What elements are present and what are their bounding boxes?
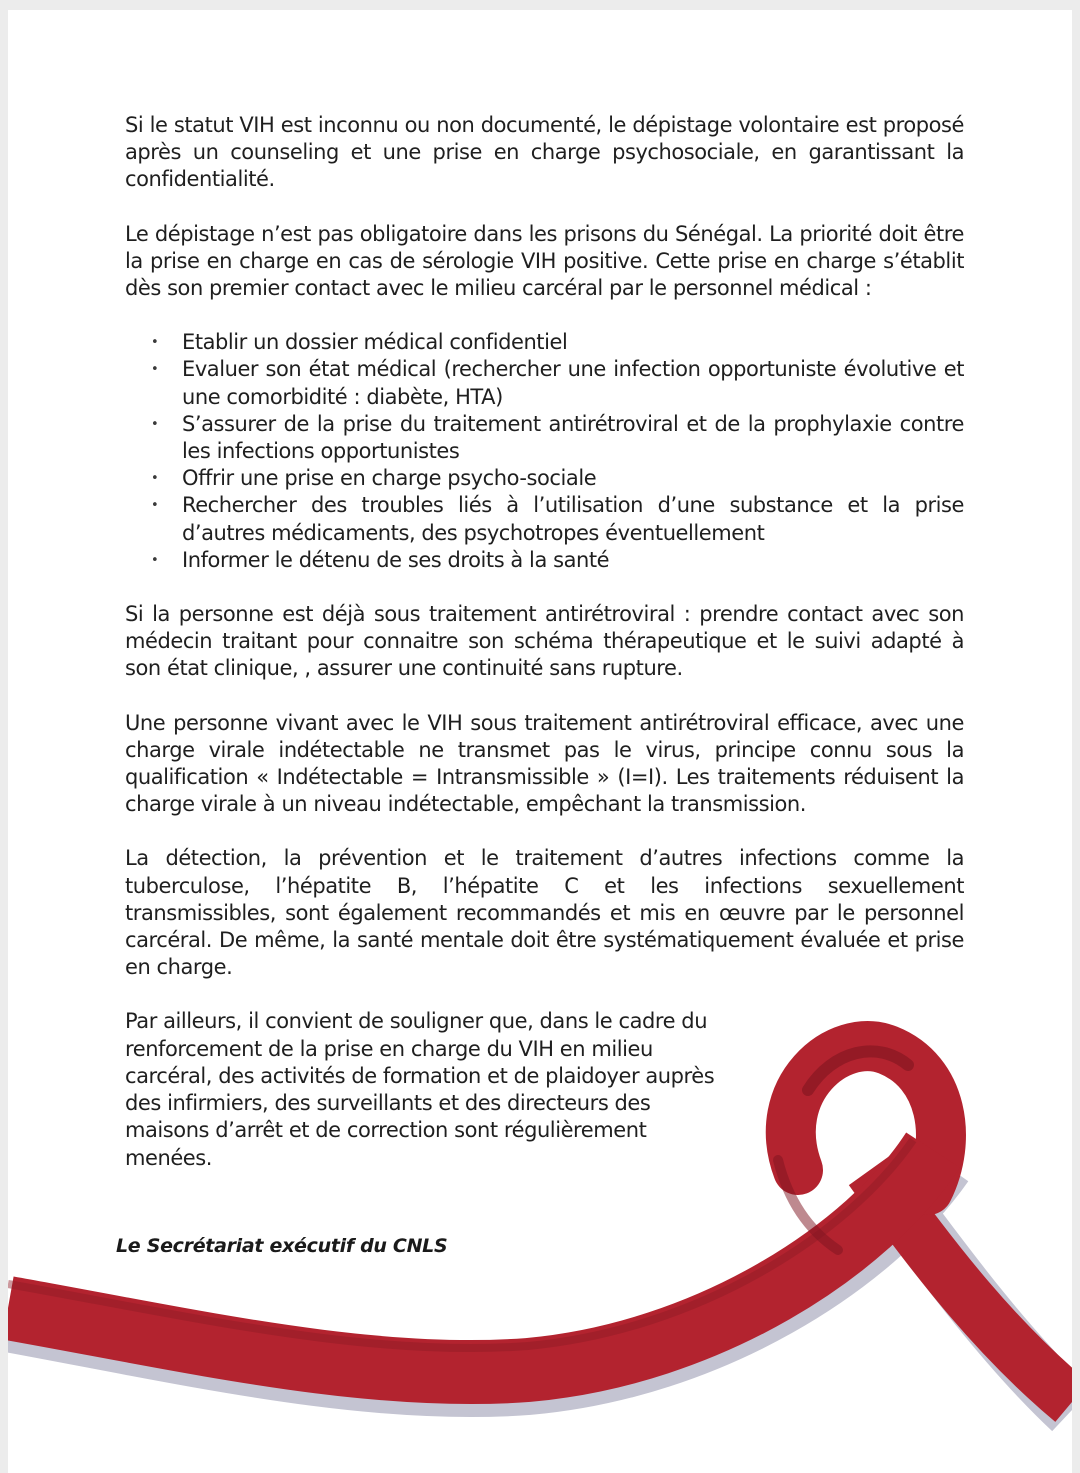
signature: Le Secrétariat exécutif du CNLS bbox=[116, 1235, 448, 1257]
list-item: • S’assurer de la prise du traitement antirétroviral et de la prophylaxie contre les infections opportunistes bbox=[125, 411, 964, 465]
paragraph-other-infections: La détection, la prévention et le traitement d’autres infections comme la tuberculose, l’hépatite B, l’hépatite C et les infections sexuellement transmissibles, sont également recommandés et mis en œuvre par le personnel carcéral. De même, la santé mentale doit être systématiquement évaluée et prise en charge. bbox=[125, 846, 964, 980]
paragraph-undetectable: Une personne vivant avec le VIH sous traitement antirétroviral efficace, avec une charge virale indétectable ne transmet pas le virus, principe connu sous la qualification « Indétectable = Intransmissible » (I=I). Les traitements réduisent la charge virale à un niveau indétectable, empêchant la transmission. bbox=[125, 710, 964, 817]
paragraph-screening-not-mandatory: Le dépistage n’est pas obligatoire dans les prisons du Sénégal. La priorité doit être la prise en charge en cas de sérologie VIH positive. Cette prise en charge s’établit dès son premier contact avec le milieu carcéral par le personnel médical : bbox=[125, 221, 964, 301]
document-page bbox=[8, 10, 1072, 1473]
document-body bbox=[125, 112, 964, 1199]
list-item: • Offrir une prise en charge psycho-sociale bbox=[125, 465, 964, 492]
list-item: • Informer le détenu de ses droits à la santé bbox=[125, 547, 964, 574]
care-steps-list bbox=[125, 329, 964, 574]
list-item: • Evaluer son état médical (rechercher une infection opportuniste évolutive et une comorbidité : diabète, HTA) bbox=[125, 356, 964, 410]
paragraph-screening: Si le statut VIH est inconnu ou non documenté, le dépistage volontaire est proposé après un counseling et une prise en charge psychosociale, en garantissant la confidentialité. bbox=[125, 113, 964, 192]
paragraph-training: Par ailleurs, il convient de souligner que, dans le cadre du renforcement de la prise en charge du VIH en milieu carcéral, des activités de formation et de plaidoyer auprès des infirmiers, des surveillants et des directeurs des maisons d’arrêt et de correction sont régulièrement menées. bbox=[125, 1009, 715, 1170]
paragraph-existing-treatment: Si la personne est déjà sous traitement antirétroviral : prendre contact avec son médecin traitant pour connaitre son schéma thérapeutique et le suivi adapté à son état clinique, , assurer une continuité sans rupture. bbox=[125, 602, 964, 681]
list-item: • Rechercher des troubles liés à l’utilisation d’une substance et la prise d’autres médicaments, des psychotropes éventuellement bbox=[125, 492, 964, 546]
list-item: • Etablir un dossier médical confidentiel bbox=[125, 329, 964, 356]
